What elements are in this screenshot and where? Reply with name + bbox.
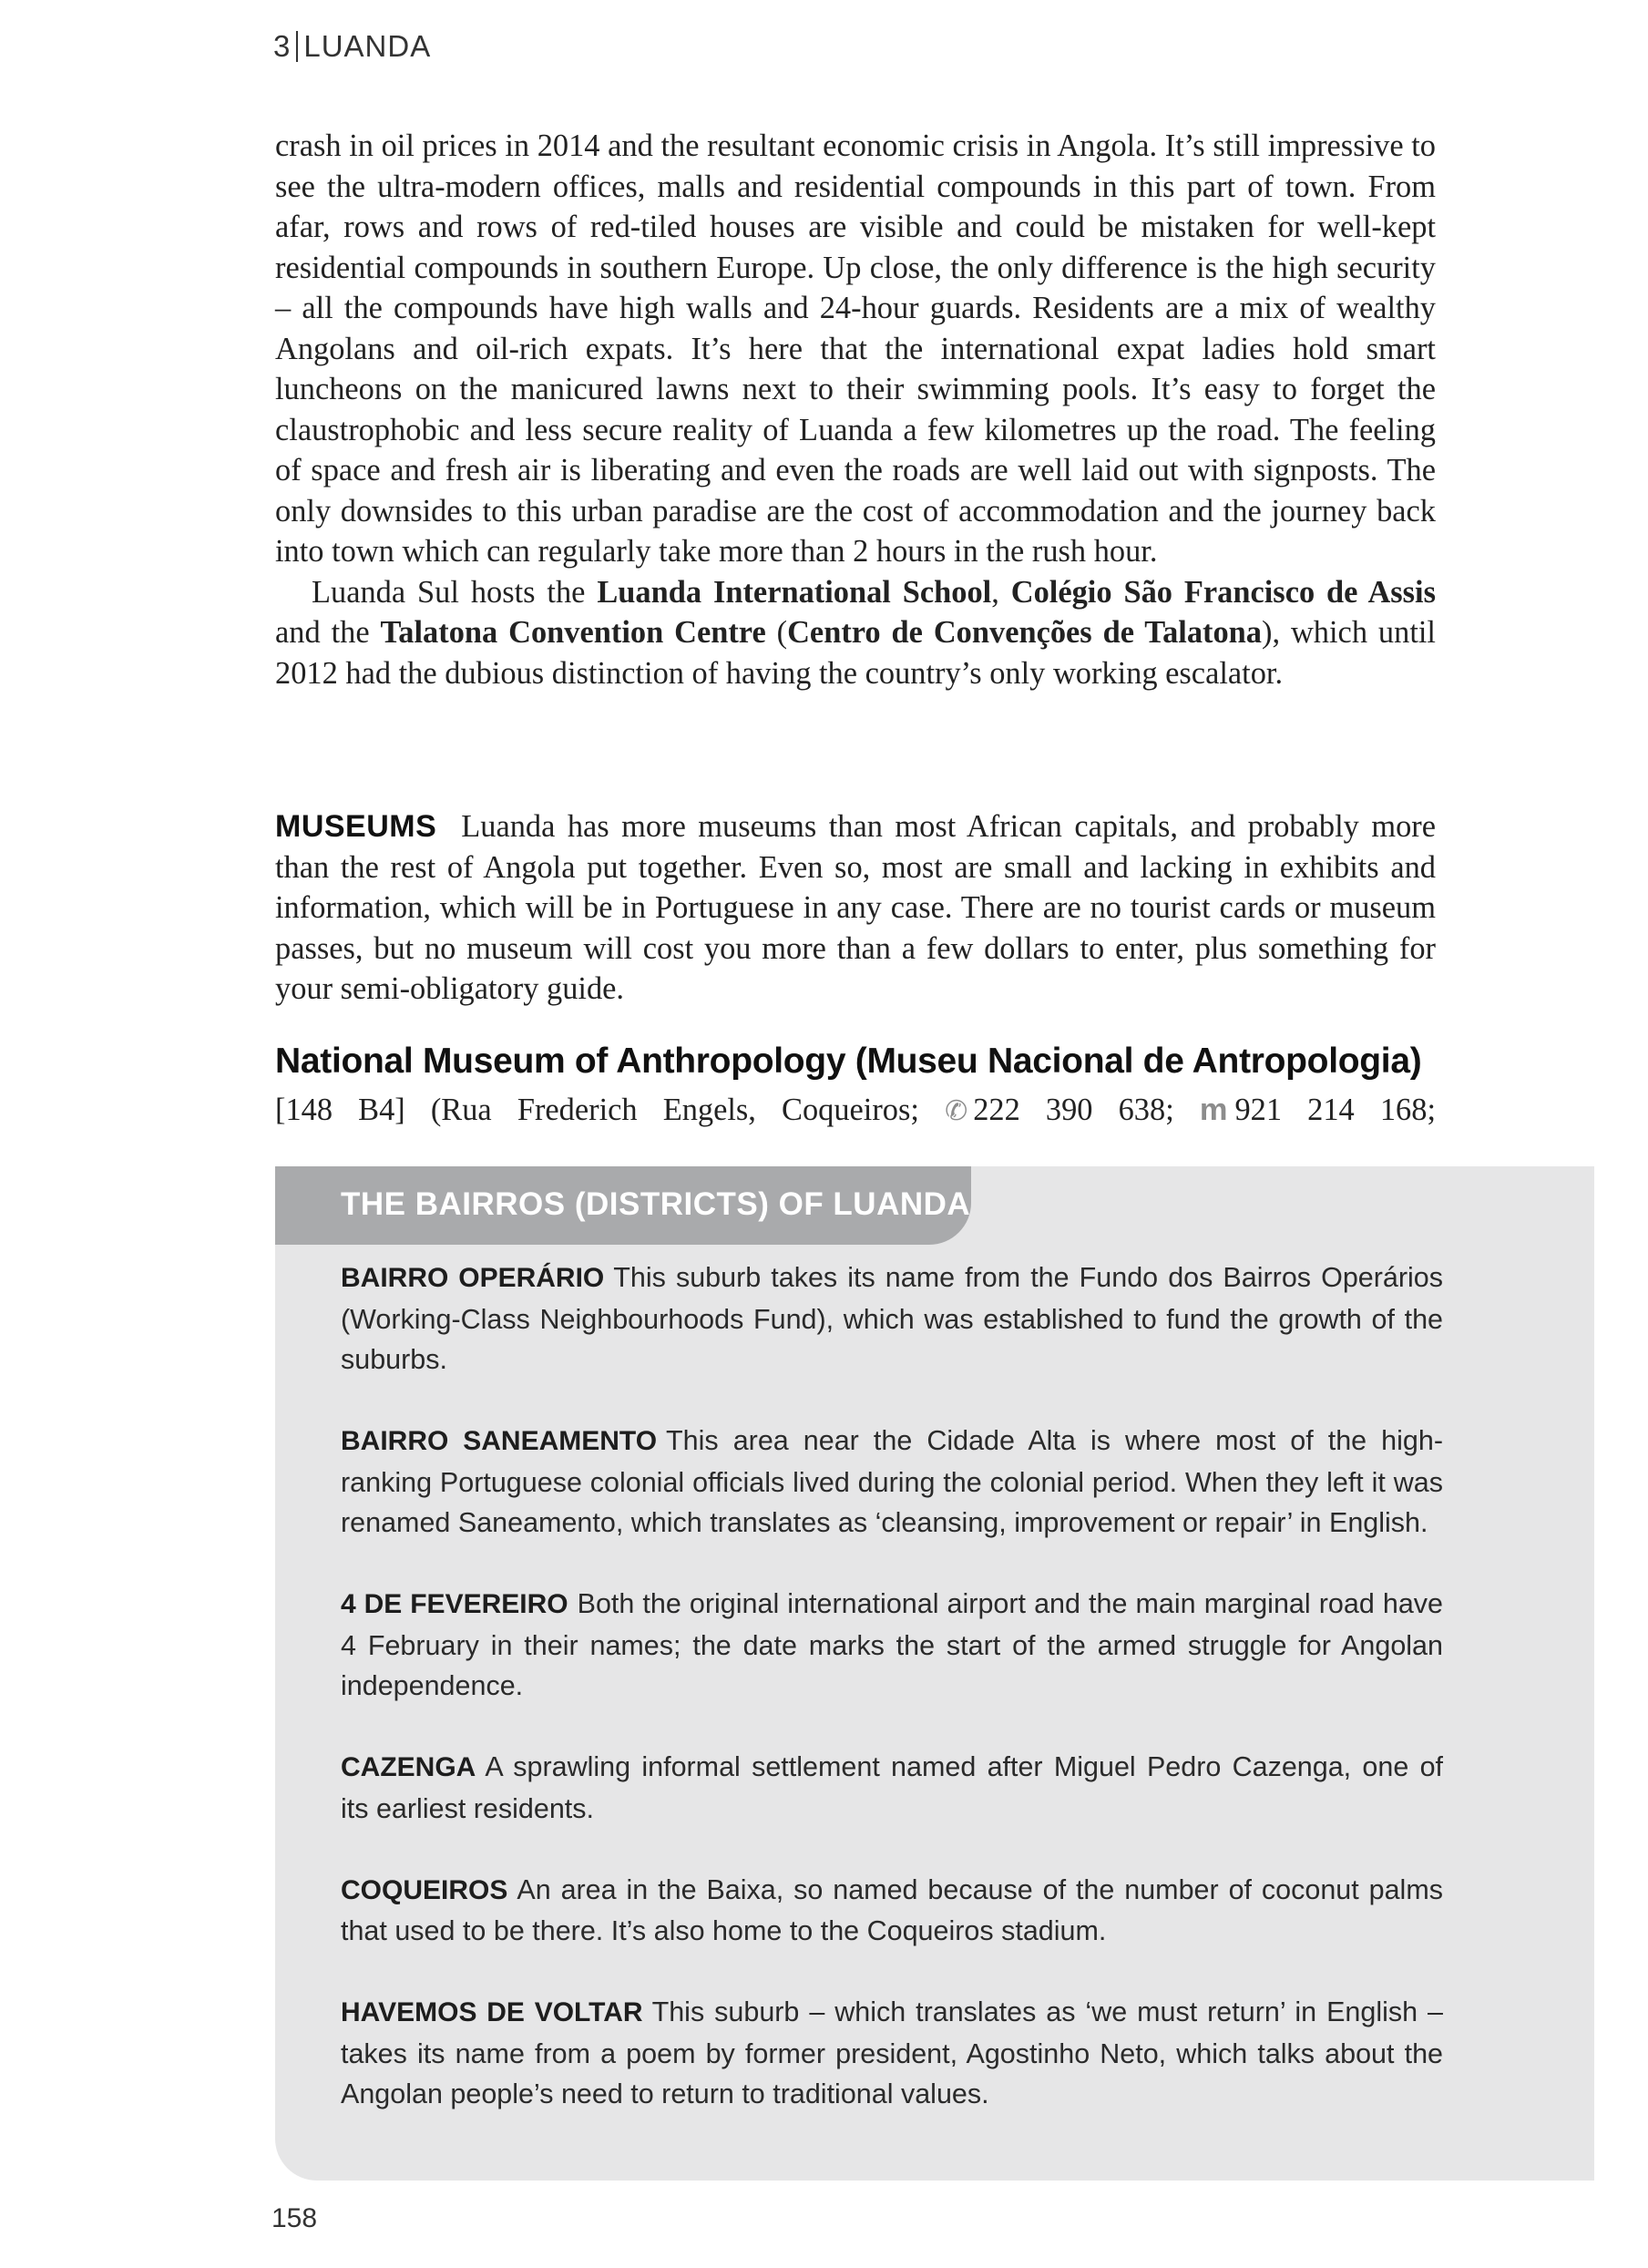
- bairros-box: [275, 1166, 1594, 2181]
- museums-text: Luanda has more museums than most African capitals, and probably more than the rest of Angola put together. Even so, most are small and lacking in exhibits and information, which will be in Portuguese in any case. There are no tourist cards or museum passes, but no museum will cost you more than a few dollars to enter, plus something for your semi-obligatory guide.: [275, 809, 1436, 1006]
- p2-text: (: [765, 615, 788, 650]
- box-item-text: An area in the Baixa, so named because of the number of coconut palms that used to be there. It’s also home to the Coqueiros stadium.: [341, 1873, 1443, 1946]
- venue-name: Talatona Convention Centre: [380, 615, 766, 650]
- p2-text: and the: [275, 615, 381, 650]
- mobile-icon: m: [1199, 1093, 1228, 1127]
- p2-text: ,: [991, 574, 1011, 610]
- entry-phone: 222 390 638;: [973, 1093, 1200, 1127]
- box-item-term: HAVEMOS DE VOLTAR: [341, 1997, 643, 2027]
- box-item-term: COQUEIROS: [341, 1874, 508, 1905]
- box-item-term: 4 DE FEVEREIRO: [341, 1589, 568, 1619]
- box-item-term: CAZENGA: [341, 1752, 476, 1782]
- school-name-2: Colégio São Francisco de Assis: [1010, 574, 1436, 610]
- box-item: [341, 1870, 1443, 1952]
- chapter-title: LUANDA: [303, 29, 432, 63]
- box-item: [341, 1584, 1443, 1707]
- intro-text: [275, 126, 1436, 693]
- box-item-term: BAIRRO SANEAMENTO: [341, 1426, 658, 1456]
- box-item-text: A sprawling informal settlement named after Miguel Pedro Cazenga, one of its earliest residents.: [341, 1751, 1443, 1824]
- box-item-text: Both the original international airport and the main marginal road have 4 February in their names; the date marks the start of the armed struggle for Angolan independence.: [341, 1588, 1443, 1701]
- box-item: [341, 1747, 1443, 1829]
- p2-text: Luanda Sul hosts the: [312, 574, 598, 610]
- box-item-text: This area near the Cidade Alta is where most of the high-ranking Portuguese colonial officials lived during the colonial period. When they left it was renamed Saneamento, which translates as ‘cleansing, improvement or repair’ in English.: [341, 1425, 1443, 1538]
- entry-address: [148 B4] (Rua Frederich Engels, Coqueiros;: [275, 1093, 946, 1127]
- venue-name-pt: Centro de Convenções de Talatona: [787, 615, 1262, 650]
- intro-paragraph-1: crash in oil prices in 2014 and the resultant economic crisis in Angola. It’s still impressive to see the ultra-modern offices, malls and residential compounds in this part of town. From afar, rows and rows of red-tiled houses are visible and could be mistaken for well-kept residential compounds in southern Europe. Up close, the only difference is the high security – all the compounds have high walls and 24-hour guards. Residents are a mix of wealthy Angolans and oil-rich expats. It’s here that the international expat ladies hold smart luncheons on the manicured lawns next to their swimming pools. It’s easy to forget the claustrophobic and less secure reality of Luanda a few kilometres up the road. The feeling of space and fresh air is liberating and even the roads are well laid out with signposts. The only downsides to this urban paradise are the cost of accommodation and the journey back into town which can regularly take more than 2 hours in the rush hour.: [275, 128, 1436, 569]
- phone-icon: ✆: [945, 1096, 968, 1126]
- box-title-tab: [275, 1166, 971, 1245]
- entry-heading: National Museum of Anthropology (Museu Nacional de Antropologia): [275, 1042, 1422, 1081]
- box-item-text: This suburb takes its name from the Fundo dos Bairros Operários (Working-Class Neighbourhoods Fund), which was established to fund the growth of the suburbs.: [341, 1262, 1444, 1375]
- box-item: [341, 1992, 1443, 2115]
- museums-heading: MUSEUMS: [275, 809, 437, 844]
- running-head: [273, 29, 431, 64]
- box-item-term: BAIRRO OPERÁRIO: [341, 1263, 605, 1293]
- entry-mobile: 921 214 168;: [1234, 1093, 1436, 1127]
- school-name-1: Luanda International School: [597, 574, 992, 610]
- box-item: [341, 1421, 1443, 1544]
- museums-section: [275, 806, 1436, 1010]
- box-title: THE BAIRROS (DISTRICTS) OF LUANDA: [341, 1186, 971, 1222]
- p2-text: ), which until 2012 had the dubious distinction of having the country’s only working escalator.: [275, 615, 1436, 691]
- chapter-number: 3: [273, 29, 292, 63]
- entry-details: [275, 1090, 1436, 1132]
- header-divider: [296, 31, 298, 62]
- box-item-text: This suburb – which translates as ‘we must return’ in English – takes its name from a poem by former president, Agostinho Neto, which talks about the Angolan people’s need to return to traditional values.: [341, 1996, 1443, 2109]
- page-number: 158: [271, 2203, 318, 2233]
- box-body: [341, 1257, 1443, 2155]
- museums-paragraph: [275, 806, 1436, 1010]
- box-item: [341, 1257, 1443, 1380]
- intro-paragraph-2: [275, 572, 1436, 694]
